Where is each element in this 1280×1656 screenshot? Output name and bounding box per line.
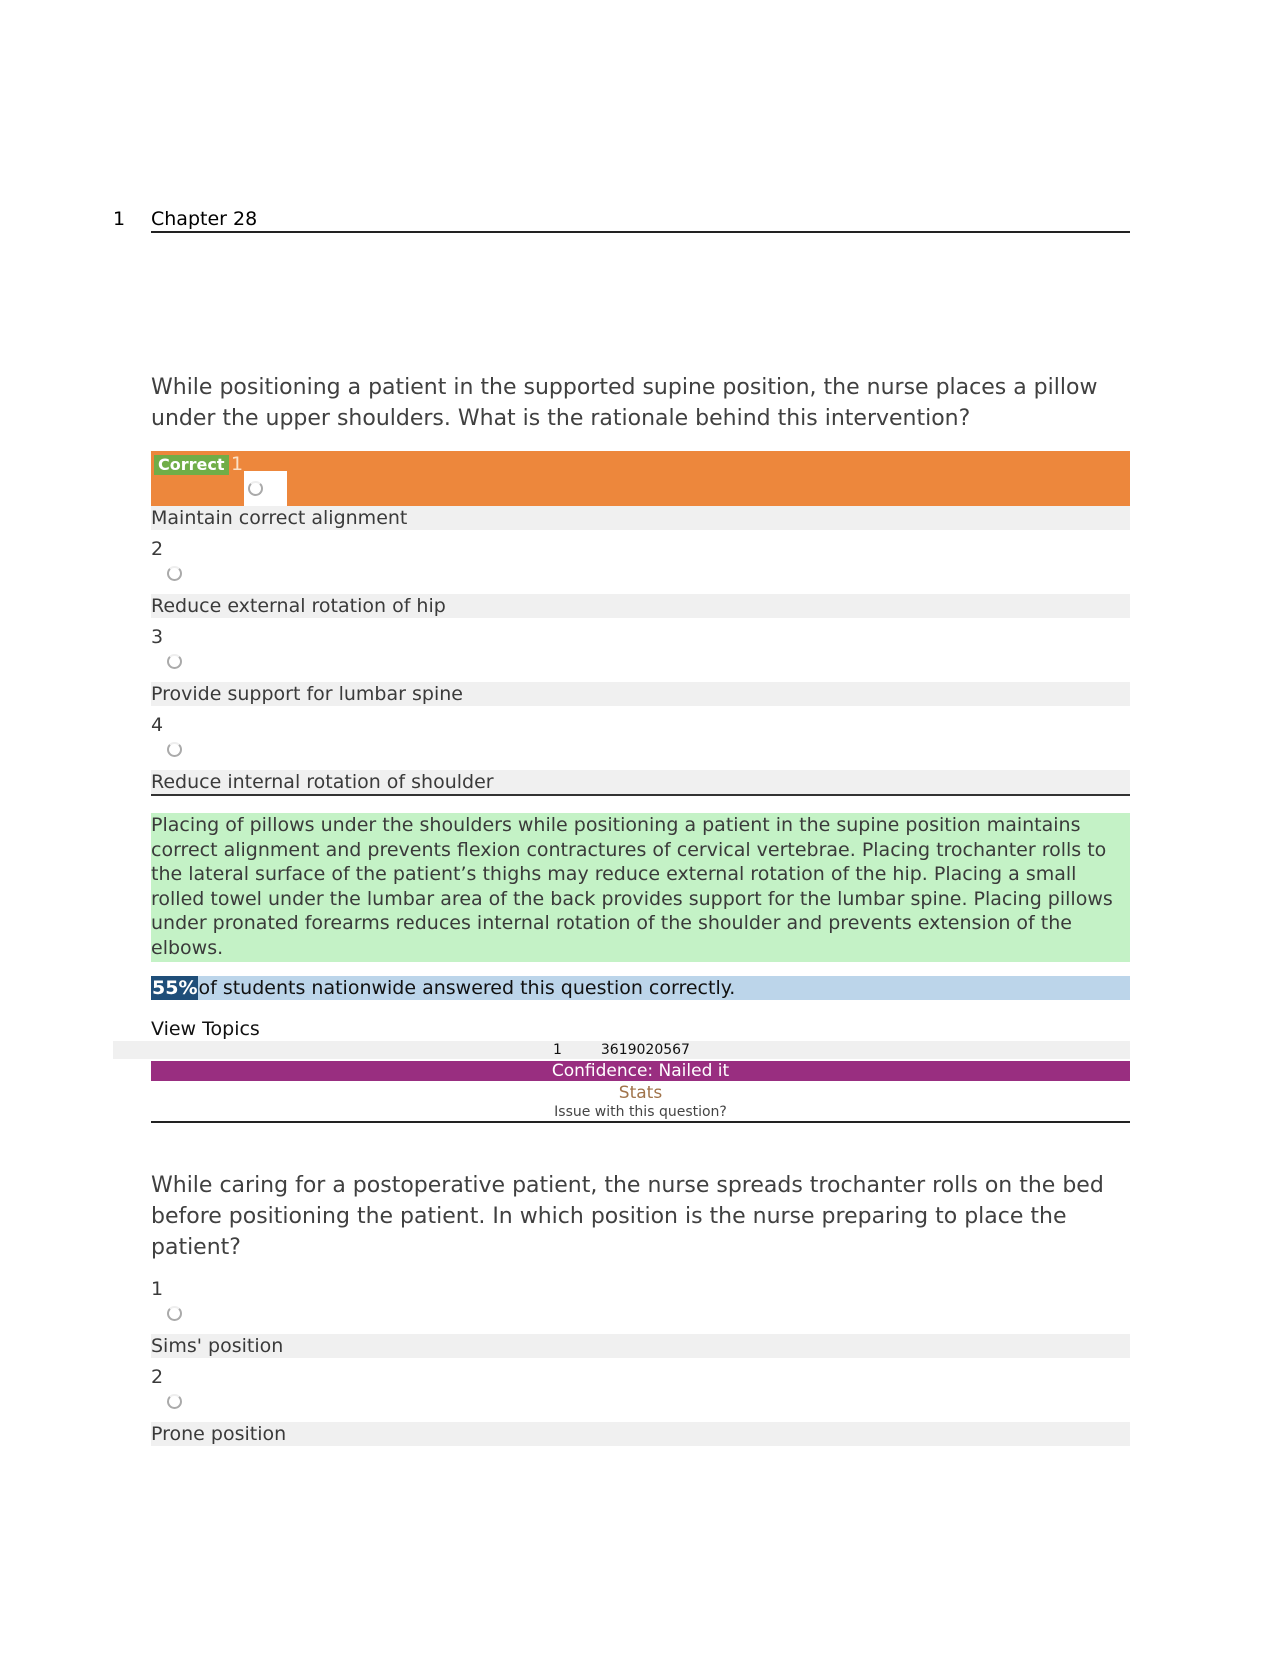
radio-icon[interactable]	[167, 654, 182, 669]
topic-row	[113, 1041, 1130, 1059]
option-text: Reduce internal rotation of shoulder	[151, 770, 1130, 796]
chapter-title: Chapter 28	[151, 208, 1130, 233]
rationale: Placing of pillows under the shoulders while positioning a patient in the supine position maintains correct alignment and prevents flexion contractures of cervical vertebrae. Placing trochanter rolls to the lateral surface of the patient’s thighs may reduce external rotation of the hip. Placing a small rolled towel under the lumbar area of the back provides support for the lumbar spine. Placing pillows under pronated forearms reduces internal rotation of the shoulder and prevents extension of the elbows.	[151, 813, 1130, 962]
option-text: Sims' position	[151, 1334, 1130, 1358]
radio-icon[interactable]	[167, 1394, 182, 1409]
option-number: 3	[151, 626, 164, 648]
view-topics-link[interactable]: View Topics	[151, 1018, 260, 1040]
page-number: 1	[113, 208, 126, 230]
question-2-text: While caring for a postoperative patient, the nurse spreads trochanter rolls on the bed before positioning the patient. In which position is the nurse preparing to place the patient?	[151, 1173, 1104, 1260]
confidence-bar: Confidence: Nailed it	[151, 1061, 1130, 1081]
option-number: 2	[151, 1366, 164, 1388]
question-1-text: While positioning a patient in the supported supine position, the nurse places a pillow under the upper shoulders. What is the rationale behind this intervention?	[151, 375, 1098, 431]
stats-bar	[151, 976, 1130, 1000]
option-number: 1	[151, 1278, 164, 1300]
option-text: Reduce external rotation of hip	[151, 594, 1130, 618]
option-text: Maintain correct alignment	[151, 506, 1130, 530]
issue-link[interactable]: Issue with this question?	[151, 1104, 1130, 1123]
correct-answer-bar	[151, 451, 1130, 506]
radio-icon[interactable]	[248, 481, 263, 496]
option-radio-box[interactable]	[244, 471, 287, 506]
topic-index: 1	[553, 1042, 562, 1058]
topic-id: 3619020567	[600, 1042, 690, 1058]
option-number: 1	[231, 453, 244, 475]
option-text: Provide support for lumbar spine	[151, 682, 1130, 706]
correct-badge: Correct	[154, 455, 229, 475]
option-number: 4	[151, 714, 164, 736]
option-text: Prone position	[151, 1422, 1130, 1446]
stats-link[interactable]: Stats	[618, 1083, 663, 1103]
stats-percent: 55%	[152, 977, 198, 999]
stats-text: of students nationwide answered this question correctly.	[198, 977, 736, 999]
radio-icon[interactable]	[167, 1306, 182, 1321]
option-number: 2	[151, 538, 164, 560]
radio-icon[interactable]	[167, 742, 182, 757]
radio-icon[interactable]	[167, 566, 182, 581]
